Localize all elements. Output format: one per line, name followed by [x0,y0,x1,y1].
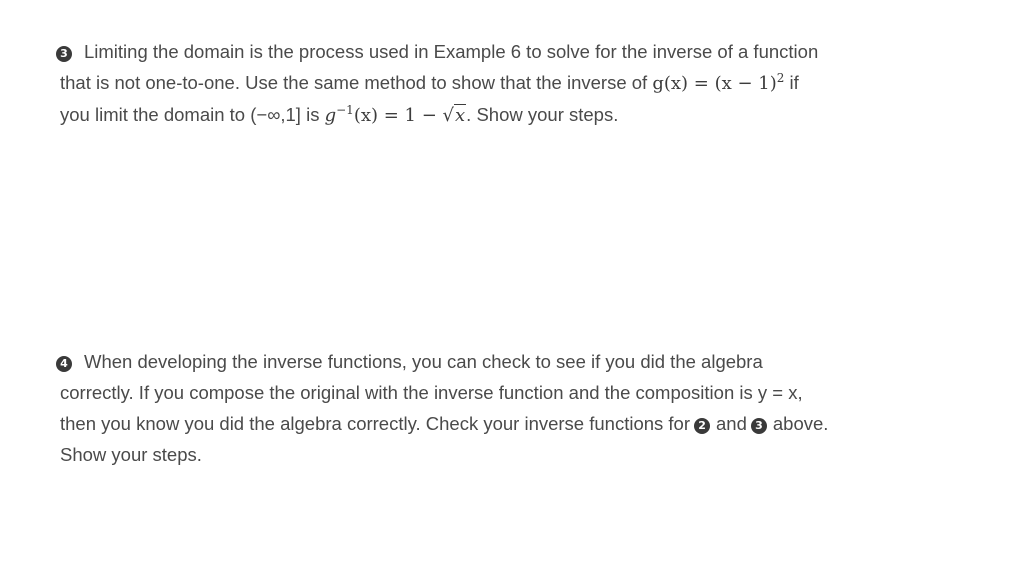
problem-4-text-1: When developing the inverse functions, you can check to see if you did the algebra [84,351,763,372]
inverse-fn-body: (x) = 1 − [353,105,443,126]
inverse-function-expression [325,105,467,126]
problem-3-text-3-end: . Show your steps. [466,104,619,125]
square-root [443,100,467,131]
problem-ref-badge-2: 2 [694,418,710,434]
problem-4-text-2: correctly. If you compose the original with the inverse function and the composition is y = x, [60,382,803,403]
problem-3-text-1: Limiting the domain is the process used in Example 6 to solve for the inverse of a function [84,41,819,62]
problem-4-line-3 [60,408,960,439]
problem-number-badge: 3 [56,46,72,62]
inverse-fn-exponent: −1 [336,103,354,117]
problem-3-line-3 [60,99,960,131]
problem-4-text-3: then you know you did the algebra correctly. Check your inverse functions for [60,413,691,434]
problem-3-text-3: you limit the domain to (−∞,1] is [60,104,320,125]
sqrt-symbol: √ [442,105,455,126]
problem-3-text-2-end: if [784,72,799,93]
problem-3-line-1 [60,36,960,67]
problem-4 [60,346,960,470]
sqrt-radicand: x [455,105,466,126]
problem-3 [60,36,960,131]
inverse-fn-name: g [324,105,337,126]
problem-4-line-2 [60,377,960,408]
function-g-base: g(x) = (x − 1) [652,73,777,94]
problem-4-text-3-end: above. [772,413,829,434]
problem-number-badge: 4 [56,356,72,372]
function-g-exponent: 2 [776,71,785,85]
problem-4-text-3-mid: and [716,413,747,434]
problem-4-line-1 [60,346,960,377]
problem-3-line-2 [60,67,960,99]
problem-ref-badge-3: 3 [751,418,767,434]
problem-4-text-4: Show your steps. [60,444,202,465]
problem-3-text-2: that is not one-to-one. Use the same method to show that the inverse of [60,72,648,93]
function-g-definition [652,73,784,94]
problem-4-line-4 [60,439,960,470]
